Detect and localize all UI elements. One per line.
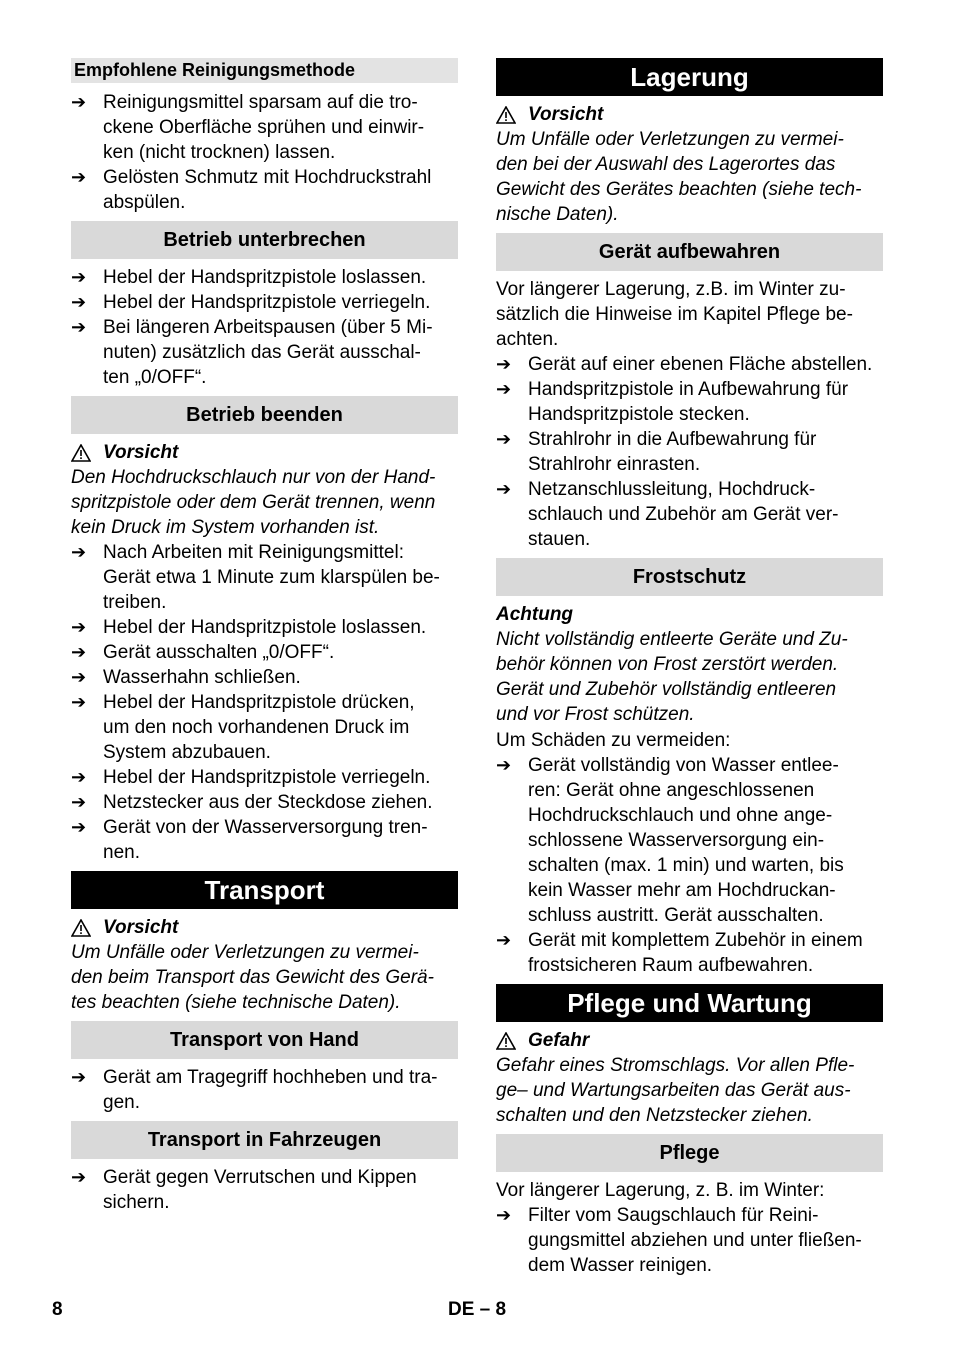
warning-gefahr: [496, 1028, 883, 1128]
warning-title: Gefahr: [528, 1030, 590, 1051]
warning-text: Um Unfälle oder Verletzungen zu vermei- den beim Transport das Gewicht des Gerä- tes beachten (siehe technische Daten).: [71, 942, 434, 1013]
list-fahrzeugen: [71, 1165, 458, 1215]
list-item: [71, 640, 458, 665]
list-item-text: Wasserhahn schließen.: [103, 667, 301, 688]
arrow-right-icon: ➔: [71, 292, 87, 312]
list-beenden: [71, 540, 458, 865]
warning-triangle-icon: [496, 106, 516, 124]
list-item: [496, 377, 883, 427]
arrow-right-icon: ➔: [71, 767, 87, 787]
list-item: [496, 928, 883, 978]
warning-title: Vorsicht: [528, 104, 604, 125]
list-item-text: Gerät von der Wasserversorgung tren- nen.: [103, 817, 428, 863]
notice-text: Nicht vollständig entleerte Geräte und Zu- behör können von Frost zerstört werden. Gerät und Zubehör vollständig entleeren und vor Frost schützen.: [496, 629, 848, 725]
warning-heading: [71, 915, 458, 940]
arrow-right-icon: ➔: [71, 92, 87, 112]
warning-heading: [71, 440, 458, 465]
list-item-text: Reinigungsmittel sparsam auf die tro- ckene Oberfläche sprühen und einwir- ken (nicht trocknen) lassen.: [103, 92, 425, 163]
list-item-text: Handspritzpistole in Aufbewahrung für Handspritzpistole stecken.: [528, 379, 849, 425]
list-item: [496, 753, 883, 928]
list-item: [71, 265, 458, 290]
list-item: [71, 290, 458, 315]
warning-triangle-icon: [496, 1032, 516, 1050]
section-heading-von-hand: Transport von Hand: [71, 1021, 458, 1059]
list-item: [496, 352, 883, 377]
arrow-right-icon: ➔: [496, 379, 512, 399]
list-item-text: Filter vom Saugschlauch für Reini- gungsmittel abziehen und unter fließen- dem Wasser reinigen.: [528, 1205, 862, 1276]
warning-text: Den Hochdruckschlauch nur von der Hand- spritzpistole oder dem Gerät trennen, wenn kein Druck im System vorhanden ist.: [71, 467, 436, 538]
list-item-text: Gerät ausschalten „0/OFF“.: [103, 642, 335, 663]
list-item-text: Gerät am Tragegriff hochheben und tra- gen.: [103, 1067, 438, 1113]
arrow-right-icon: ➔: [71, 617, 87, 637]
warning-heading: [496, 102, 883, 127]
list-item-text: Netzanschlussleitung, Hochdruck- schlauch und Zubehör am Gerät ver- stauen.: [528, 479, 839, 550]
page-number-left: 8: [52, 1299, 63, 1320]
arrow-right-icon: ➔: [71, 267, 87, 287]
arrow-right-icon: ➔: [71, 317, 87, 337]
warning-text: Gefahr eines Stromschlags. Vor allen Pfle- ge– und Wartungsarbeiten das Gerät aus- schalten und den Netzstecker ziehen.: [496, 1055, 855, 1126]
list-item-text: Gerät vollständig von Wasser entlee- ren: Gerät ohne angeschlossenen Hochdruckschlauch und ohne ange- schlossene Wasserversorgung ein- schalten (max. 1 min) und warten, bis kein Wasser mehr am Hochdruckan- schluss austritt. Gerät ausschalten.: [528, 755, 844, 926]
list-item: [71, 540, 458, 615]
list-frostschutz: [496, 753, 883, 978]
list-item: [71, 815, 458, 865]
arrow-right-icon: ➔: [71, 542, 87, 562]
arrow-right-icon: ➔: [496, 354, 512, 374]
arrow-right-icon: ➔: [71, 642, 87, 662]
list-empfohlene: [71, 90, 458, 215]
paragraph-aufbewahren: Vor längerer Lagerung, z.B. im Winter zu- sätzlich die Hinweise im Kapitel Pflege be- achten.: [496, 279, 853, 350]
notice-achtung: [496, 602, 883, 727]
warning-lagerung: [496, 102, 883, 227]
section-heading-unterbrechen: Betrieb unterbrechen: [71, 221, 458, 259]
arrow-right-icon: ➔: [496, 1205, 512, 1225]
arrow-right-icon: ➔: [71, 1067, 87, 1087]
arrow-right-icon: ➔: [71, 667, 87, 687]
list-item-text: Hebel der Handspritzpistole verriegeln.: [103, 767, 431, 788]
chapter-heading-lagerung: Lagerung: [496, 58, 883, 96]
warning-text: Um Unfälle oder Verletzungen zu vermei- den bei der Auswahl des Lagerortes das Gewicht des Gerätes beachten (siehe tech- nische Daten).: [496, 129, 862, 225]
warning-transport: [71, 915, 458, 1015]
list-unterbrechen: [71, 265, 458, 390]
list-aufbewahren: [496, 352, 883, 552]
arrow-right-icon: ➔: [496, 930, 512, 950]
arrow-right-icon: ➔: [496, 479, 512, 499]
list-item: [496, 1203, 883, 1278]
warning-beenden: [71, 440, 458, 540]
paragraph-pflege: Vor längerer Lagerung, z. B. im Winter:: [496, 1180, 825, 1201]
warning-heading: [496, 1028, 883, 1053]
chapter-heading-transport: Transport: [71, 871, 458, 909]
section-heading-frostschutz: Frostschutz: [496, 558, 883, 596]
arrow-right-icon: ➔: [496, 429, 512, 449]
list-item: [71, 765, 458, 790]
arrow-right-icon: ➔: [496, 755, 512, 775]
list-item-text: Bei längeren Arbeitspausen (über 5 Mi- nuten) zusätzlich das Gerät ausschal- ten „0/OFF“.: [103, 317, 433, 388]
arrow-right-icon: ➔: [71, 1167, 87, 1187]
section-heading-empfohlene: Empfohlene Reinigungsmethode: [71, 58, 458, 83]
chapter-heading-pflege-wartung: Pflege und Wartung: [496, 984, 883, 1022]
list-pflege: [496, 1203, 883, 1278]
list-item-text: Gerät gegen Verrutschen und Kippen sichern.: [103, 1167, 417, 1213]
list-item: [71, 165, 458, 215]
list-item: [71, 665, 458, 690]
list-item: [71, 690, 458, 765]
section-heading-beenden: Betrieb beenden: [71, 396, 458, 434]
list-item-text: Strahlrohr in die Aufbewahrung für Strahlrohr einrasten.: [528, 429, 817, 475]
arrow-right-icon: ➔: [71, 692, 87, 712]
section-heading-fahrzeugen: Transport in Fahrzeugen: [71, 1121, 458, 1159]
warning-title: Vorsicht: [103, 917, 179, 938]
arrow-right-icon: ➔: [71, 167, 87, 187]
list-item-text: Netzstecker aus der Steckdose ziehen.: [103, 792, 433, 813]
list-item-text: Hebel der Handspritzpistole loslassen.: [103, 267, 427, 288]
page-number-center: DE – 8: [448, 1299, 507, 1320]
list-item-text: Gerät mit komplettem Zubehör in einem frostsicheren Raum aufbewahren.: [528, 930, 863, 976]
list-von-hand: [71, 1065, 458, 1115]
list-item-text: Gelösten Schmutz mit Hochdruckstrahl abspülen.: [103, 167, 432, 213]
warning-triangle-icon: [71, 444, 91, 462]
arrow-right-icon: ➔: [71, 792, 87, 812]
list-item-text: Hebel der Handspritzpistole verriegeln.: [103, 292, 431, 313]
paragraph-frostschutz: Um Schäden zu vermeiden:: [496, 730, 731, 751]
list-item: [496, 477, 883, 552]
list-item: [71, 790, 458, 815]
notice-heading: Achtung: [496, 604, 574, 625]
warning-title: Vorsicht: [103, 442, 179, 463]
list-item-text: Hebel der Handspritzpistole drücken, um den noch vorhandenen Druck im System abzubauen.: [103, 692, 415, 763]
list-item-text: Nach Arbeiten mit Reinigungsmittel: Gerät etwa 1 Minute zum klarspülen be- treiben.: [103, 542, 440, 613]
list-item-text: Gerät auf einer ebenen Fläche abstellen.: [528, 354, 873, 375]
warning-triangle-icon: [71, 919, 91, 937]
list-item: [496, 427, 883, 477]
list-item: [71, 90, 458, 165]
list-item: [71, 1065, 458, 1115]
section-heading-aufbewahren: Gerät aufbewahren: [496, 233, 883, 271]
section-heading-pflege: Pflege: [496, 1134, 883, 1172]
arrow-right-icon: ➔: [71, 817, 87, 837]
list-item: [71, 315, 458, 390]
list-item-text: Hebel der Handspritzpistole loslassen.: [103, 617, 427, 638]
list-item: [71, 615, 458, 640]
list-item: [71, 1165, 458, 1215]
